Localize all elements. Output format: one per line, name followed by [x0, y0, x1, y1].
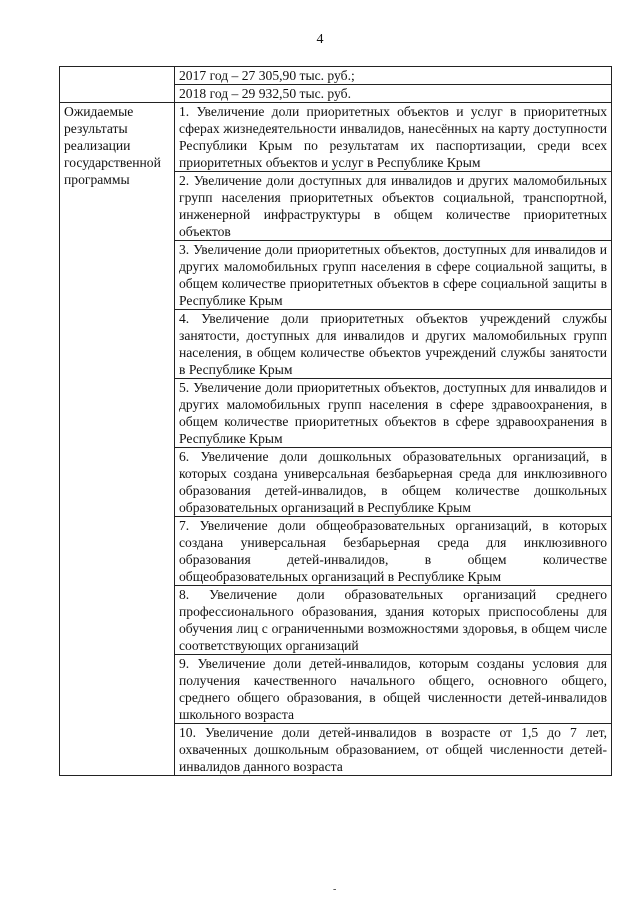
financing-row — [60, 67, 612, 103]
result-item-6: 6. Увеличение доли дошкольных образовательных организаций, в которых создана универсальная безбарьерная среда для инклюзивного образования детей-инвалидов, в общем количестве дошкольных образовательных организаций в Республике Крым — [175, 448, 611, 517]
result-item-2: 2. Увеличение доли доступных для инвалидов и других маломобильных групп населения приоритетных объектов социальной, транспортной, инженерной инфраструктуры в общем количестве приоритетных объектов — [175, 172, 611, 241]
result-item-10: 10. Увеличение доли детей-инвалидов в возрасте от 1,5 до 7 лет, охваченных дошкольным образованием, от общей численности детей-инвалидов данного возраста — [179, 725, 607, 774]
result-item-8: 8. Увеличение доли образовательных организаций среднего профессионального образования, здания которых приспособлены для обучения лиц с ограниченными возможностями здоровья, в общем числе соответствующих организаций — [175, 586, 611, 655]
result-item-3: 3. Увеличение доли приоритетных объектов, доступных для инвалидов и других маломобильных групп населения в сфере социальной защиты, в общем количестве приоритетных объектов в сфере социальной защиты в Республике Крым — [175, 241, 611, 310]
footer-mark: - — [333, 884, 337, 895]
results-items-cell — [175, 103, 612, 776]
result-item-9: 9. Увеличение доли детей-инвалидов, которым созданы условия для получения качественного начального общего, основного общего, среднего общего образования, в общей численности детей-инвалидов школьного возраста — [175, 655, 611, 724]
result-item-4: 4. Увеличение доли приоритетных объектов учреждений службы занятости, доступных для инвалидов и других маломобильных групп населения, в общем количестве объектов учреждений службы занятости в Республике Крым — [175, 310, 611, 379]
program-passport-table — [59, 66, 612, 776]
result-item-5: 5. Увеличение доли приоритетных объектов, доступных для инвалидов и других маломобильных групп населения в сфере здравоохранения, в общем количестве приоритетных объектов в сфере здравоохранения в Республике Крым — [175, 379, 611, 448]
page-number: 4 — [316, 32, 324, 47]
results-row — [60, 103, 612, 776]
financing-values-cell — [175, 67, 612, 103]
financing-year-2018: 2018 год – 29 932,50 тыс. руб. — [175, 84, 611, 102]
result-item-1: 1. Увеличение доли приоритетных объектов и услуг в приоритетных сферах жизнедеятельности инвалидов, нанесённых на карту доступности Республики Крым по результатам их паспортизации, среди всех приоритетных объектов и услуг в Республике Крым — [175, 103, 611, 172]
financing-year-2017: 2017 год – 27 305,90 тыс. руб.; — [179, 68, 355, 83]
financing-label-cell — [60, 67, 175, 103]
result-item-7: 7. Увеличение доли общеобразовательных организаций, в которых создана универсальная безбарьерная среда для инклюзивного образования детей-инвалидов, в общем количестве общеобразовательных организаций в Республике Крым — [175, 517, 611, 586]
results-label-cell: Ожидаемые результаты реализации государственной программы — [60, 103, 175, 776]
